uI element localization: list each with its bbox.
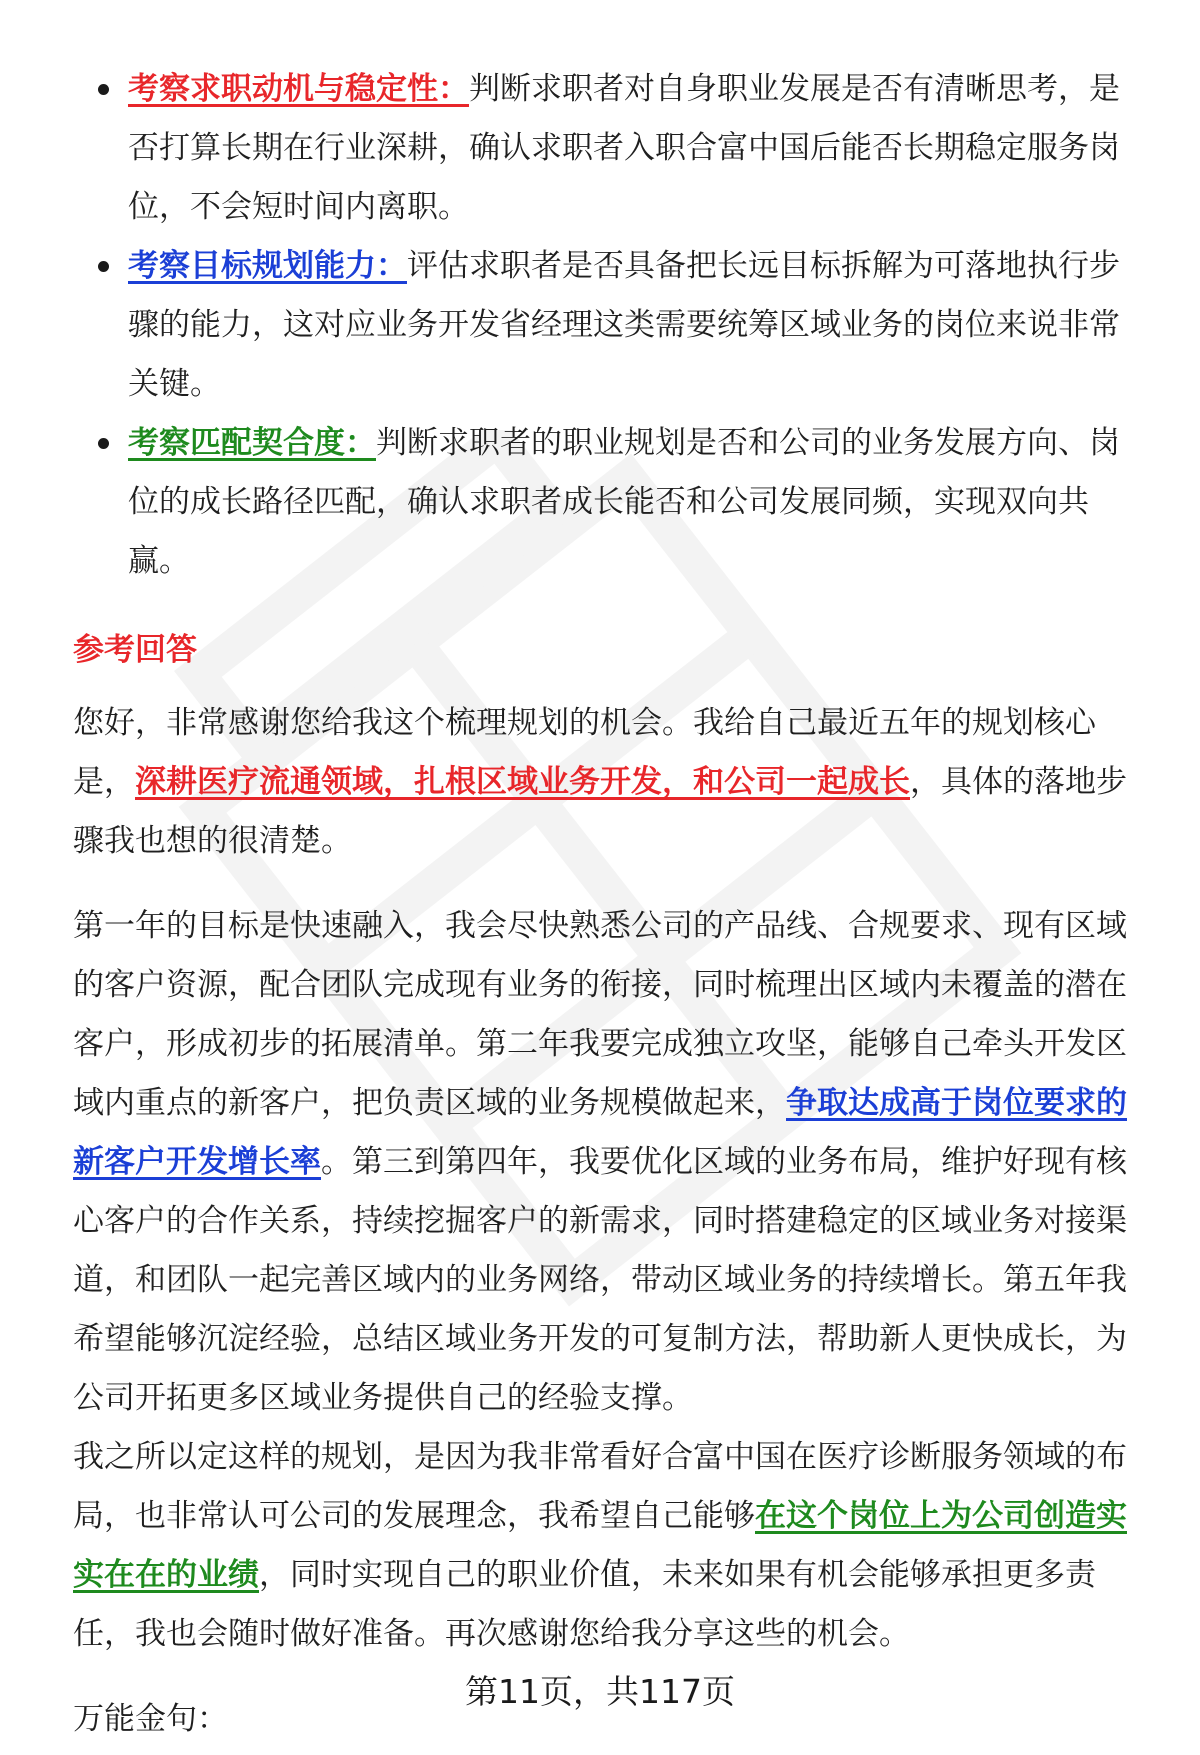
- paragraph-text: 我之所以定这样的规划，是因为我非常看好合富中国在医疗诊断服务领域的布局，也非常认可公司的发展理念，我希望自己能够: [73, 1439, 1127, 1534]
- answer-paragraph-steps: [73, 897, 1145, 1428]
- bullet-text: 判断求职者的职业规划是否和公司的业务发展方向、岗位的成长路径匹配，确认求职者成长能否和公司发展同频，实现双向共赢。: [128, 425, 1120, 579]
- paragraph-text: ，同时实现自己的职业价值，未来如果有机会能够承担更多责任，我也会随时做好准备。再次感谢您给我分享这些的机会。: [73, 1557, 1096, 1652]
- paragraph-text: 第一年的目标是快速融入，我会尽快熟悉公司的产品线、合规要求、现有区域的客户资源，配合团队完成现有业务的衔接，同时梳理出区域内未覆盖的潜在客户，形成初步的拓展清单。第二年我要完成独立攻坚，能够自己牵头开发区域内重点的新客户，把负责区域的业务规模做起来，: [73, 908, 1127, 1121]
- keyword-motivation-stability: 考察求职动机与稳定性：: [128, 71, 469, 107]
- page-number-footer: 第11页，共117页: [465, 1672, 735, 1711]
- list-item: [73, 60, 1145, 237]
- main-content: [73, 60, 1145, 1749]
- section-title-reference-answer: 参考回答: [73, 632, 197, 668]
- highlight-growth-target: 争取达成高于岗位要求的新客户开发增长率: [73, 1085, 1127, 1180]
- answer-paragraph-reason: [73, 1428, 1145, 1664]
- paragraph-text: ，具体的落地步骤我也想的很清楚。: [73, 764, 1127, 859]
- keyword-goal-planning: 考察目标规划能力：: [128, 248, 407, 284]
- highlight-core-plan: 深耕医疗流通领域，扎根区域业务开发，和公司一起成长: [135, 764, 910, 800]
- evaluation-points-list: [73, 60, 1145, 591]
- paragraph-text: 。第三到第四年，我要优化区域的业务布局，维护好现有核心客户的合作关系，持续挖掘客户的新需求，同时搭建稳定的区域业务对接渠道，和团队一起完善区域内的业务网络，带动区域业务的持续增长。第五年我希望能够沉淀经验，总结区域业务开发的可复制方法，帮助新人更快成长，为公司开拓更多区域业务提供自己的经验支撑。: [73, 1144, 1127, 1416]
- paragraph-text: 您好，非常感谢您给我这个梳理规划的机会。我给自己最近五年的规划核心是，: [73, 705, 1096, 800]
- highlight-create-results: 在这个岗位上为公司创造实实在在的业绩: [73, 1498, 1127, 1593]
- keyword-match-fit: 考察匹配契合度：: [128, 425, 376, 461]
- bullet-text: 判断求职者对自身职业发展是否有清晰思考，是否打算长期在行业深耕，确认求职者入职合富中国后能否长期稳定服务岗位，不会短时间内离职。: [128, 71, 1120, 225]
- list-item: [73, 414, 1145, 591]
- bullet-text: 评估求职者是否具备把长远目标拆解为可落地执行步骤的能力，这对应业务开发省经理这类需要统筹区域业务的岗位来说非常关键。: [128, 248, 1120, 402]
- list-item: [73, 237, 1145, 414]
- golden-sentence-label: 万能金句：: [73, 1701, 228, 1737]
- answer-paragraph-intro: [73, 694, 1145, 871]
